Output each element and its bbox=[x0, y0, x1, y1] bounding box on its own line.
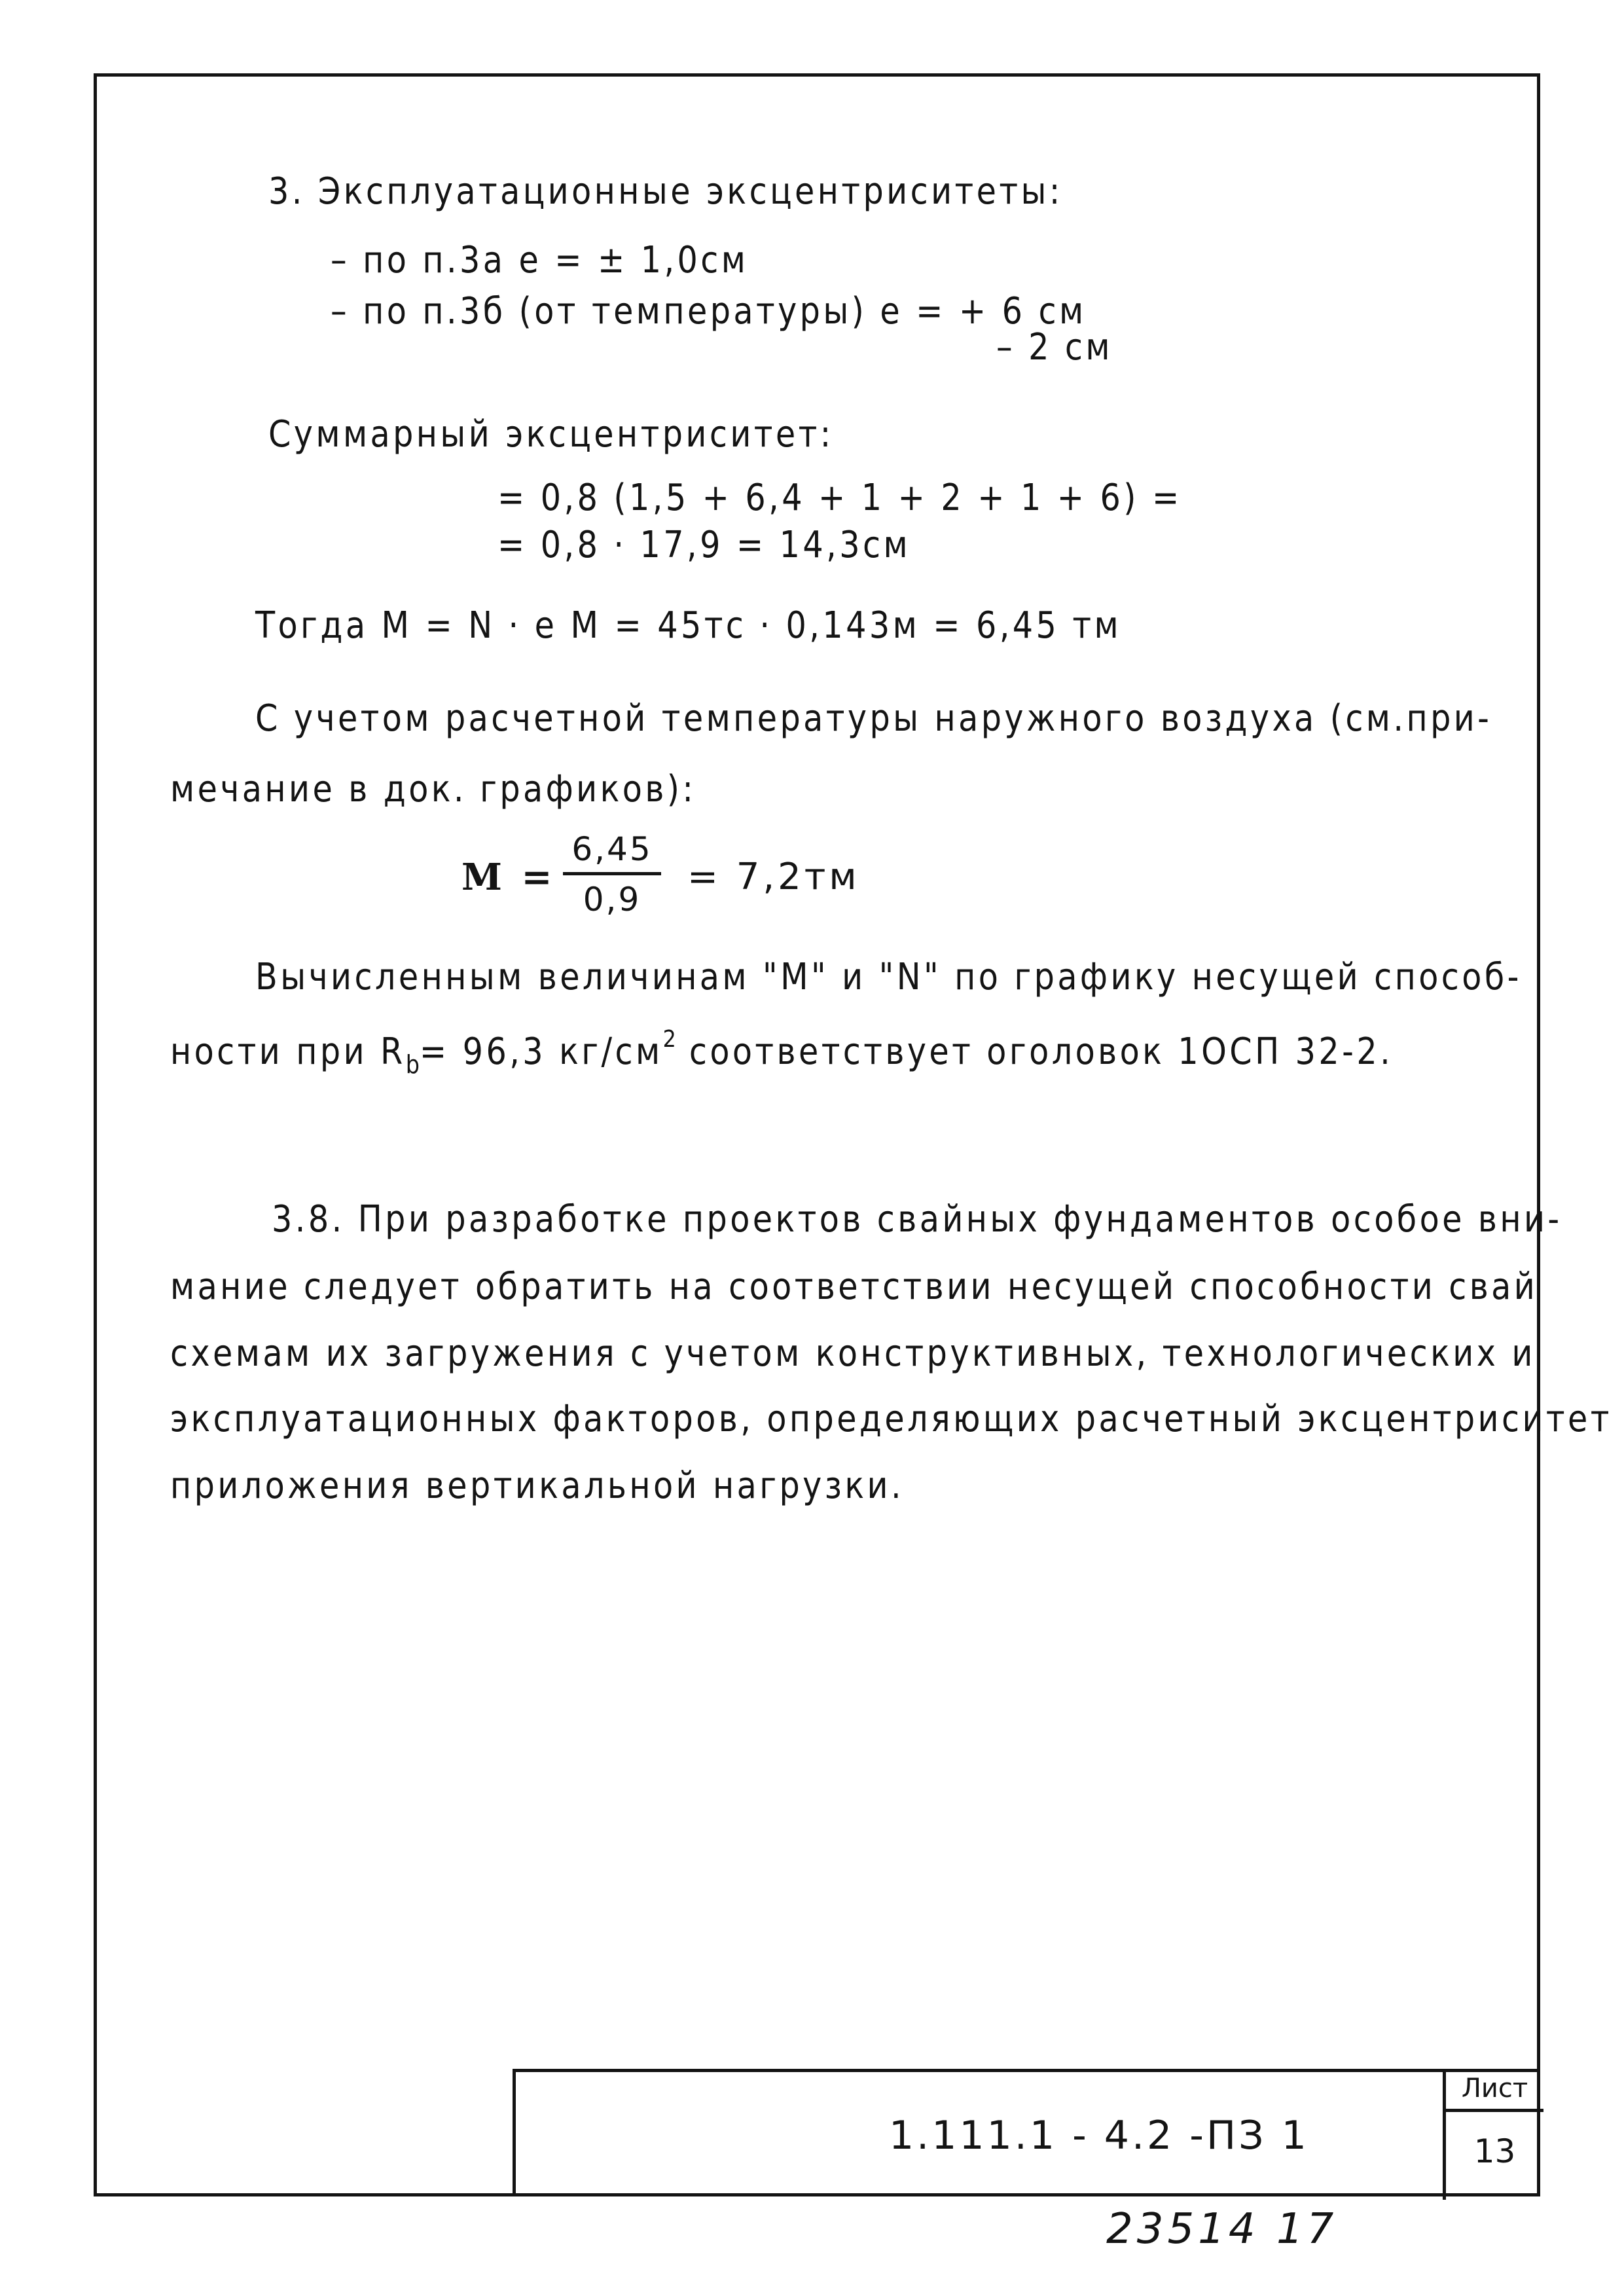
unit-superscript: 2 bbox=[662, 1026, 676, 1053]
calc-line-2-start: ности при R bbox=[170, 1030, 406, 1073]
sum-equation-1: = 0,8 (1,5 + 6,4 + 1 + 2 + 1 + 6) = bbox=[497, 477, 1182, 519]
fraction-numerator: 6,45 bbox=[571, 830, 653, 868]
drawing-frame bbox=[94, 73, 1540, 2196]
document-code: 1.111.1 - 4.2 -ПЗ 1 bbox=[889, 2113, 1309, 2159]
section-3-8-line-5: приложения вертикальной нагрузки. bbox=[170, 1465, 905, 1507]
fraction-denominator: 0,9 bbox=[583, 881, 641, 919]
calc-line-1: Вычисленным величинам "M" и "N" по графику несущей способ- bbox=[255, 956, 1522, 998]
section-3-8-line-3: схемам их загружения с учетом конструктивных, технологических и bbox=[170, 1332, 1536, 1375]
moment-fraction bbox=[563, 830, 661, 919]
eccentricity-line-a: – по п.3а e = ± 1,0см bbox=[331, 239, 749, 282]
temperature-line-1: С учетом расчетной температуры наружного воздуха (см.при- bbox=[255, 697, 1492, 740]
sheet-number: 13 bbox=[1473, 2132, 1516, 2170]
calc-line-2-value: = 96,3 кг/см bbox=[419, 1030, 663, 1073]
section-3-8-line-4: эксплуатационных факторов, определяющих расчетный эксцентриситет bbox=[170, 1398, 1612, 1440]
calc-line-2-end: соответствует оголовок 1ОСП 32-2. bbox=[676, 1030, 1394, 1073]
rb-subscript: b bbox=[405, 1050, 420, 1079]
eccentricity-line-b-minus: – 2 см bbox=[996, 326, 1113, 369]
inventory-number: 23514 17 bbox=[1106, 2205, 1338, 2253]
sum-equation-2: = 0,8 · 17,9 = 14,3см bbox=[497, 524, 911, 566]
title-block bbox=[513, 2069, 1540, 2196]
section-3-8-line-2: мание следует обратить на соответствии несущей способности свай bbox=[170, 1266, 1538, 1308]
calc-line-2 bbox=[170, 1028, 1393, 1077]
fraction-bar bbox=[563, 872, 661, 875]
eccentricity-line-b: – по п.3б (от температуры) e = + 6 см bbox=[331, 290, 1087, 333]
temperature-line-2: мечание в док. графиков): bbox=[170, 768, 696, 811]
moment-symbol: M = bbox=[461, 856, 556, 899]
section-3-heading: 3. Эксплуатационные эксцентриситеты: bbox=[268, 170, 1063, 213]
section-3-8-line-1: 3.8. При разработке проектов свайных фундаментов особое вни- bbox=[272, 1198, 1562, 1241]
sheet-label: Лист bbox=[1446, 2069, 1543, 2112]
sheet-number-box bbox=[1443, 2069, 1543, 2200]
moment-result: = 7,2тм bbox=[687, 856, 860, 898]
sum-label: Суммарный эксцентриситет: bbox=[268, 413, 834, 456]
moment-equation: Тогда M = N · e M = 45тс · 0,143м = 6,45 тм bbox=[255, 604, 1122, 647]
